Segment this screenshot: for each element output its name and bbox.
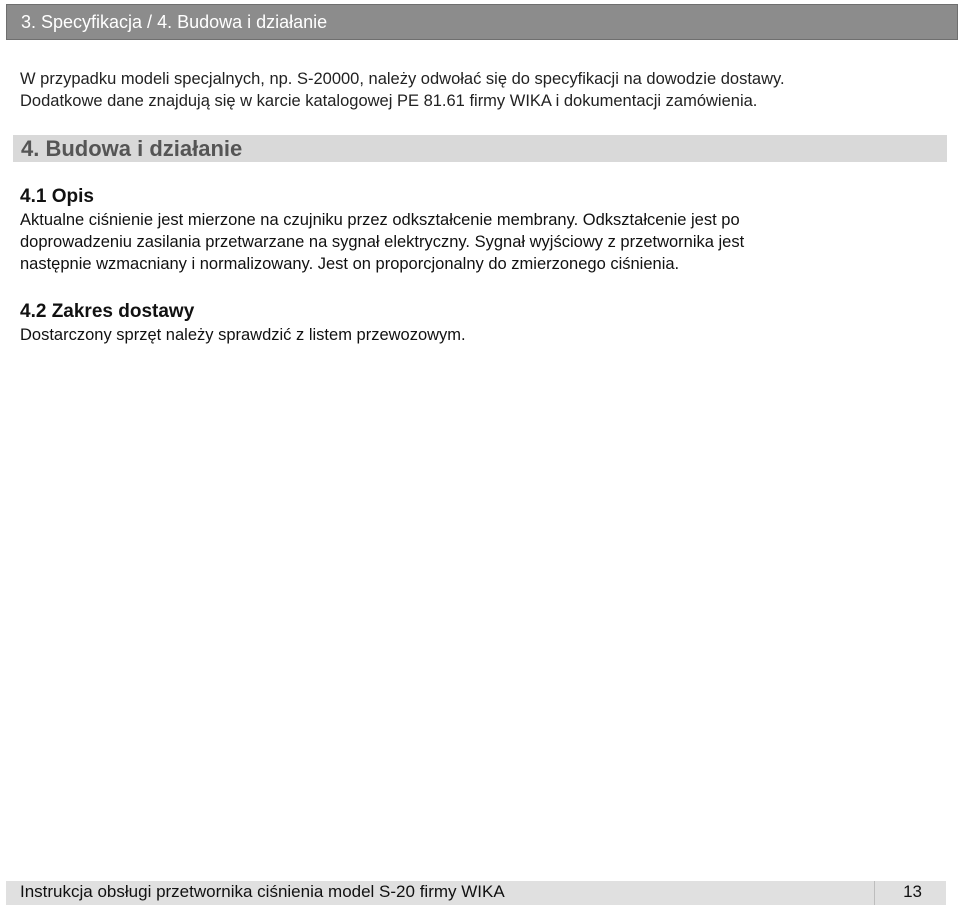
intro-paragraph xyxy=(20,68,940,112)
intro-line: W przypadku modeli specjalnych, np. S-20000, należy odwołać się do specyfikacji na dowodzie dostawy. xyxy=(20,70,785,88)
section-title: 4. Budowa i działanie xyxy=(21,136,243,161)
section-heading-bar xyxy=(13,135,947,162)
footer-divider xyxy=(874,881,875,905)
subsection-zakres xyxy=(20,300,940,346)
header-title: 3. Specyfikacja / 4. Budowa i działanie xyxy=(21,12,328,32)
subsection-heading: 4.2 Zakres dostawy xyxy=(20,301,195,322)
intro-line: Dodatkowe dane znajdują się w karcie katalogowej PE 81.61 firmy WIKA i dokumentacji zamówienia. xyxy=(20,92,758,110)
paragraph-line: doprowadzeniu zasilania przetwarzane na sygnał elektryczny. Sygnał wyjściowy z przetwornika jest xyxy=(20,233,745,251)
subsection-heading: 4.1 Opis xyxy=(20,186,94,207)
footer-bar xyxy=(6,881,946,905)
footer-title: Instrukcja obsługi przetwornika ciśnienia model S-20 firmy WIKA xyxy=(20,882,505,901)
paragraph-line: Aktualne ciśnienie jest mierzone na czujniku przez odkształcenie membrany. Odkształcenie jest po xyxy=(20,211,740,229)
paragraph-line: następnie wzmacniany i normalizowany. Jest on proporcjonalny do zmierzonego ciśnienia. xyxy=(20,255,680,273)
subsection-opis xyxy=(20,185,940,275)
paragraph-line: Dostarczony sprzęt należy sprawdzić z listem przewozowym. xyxy=(20,326,466,344)
page-number: 13 xyxy=(903,882,922,901)
header-bar xyxy=(6,4,958,40)
